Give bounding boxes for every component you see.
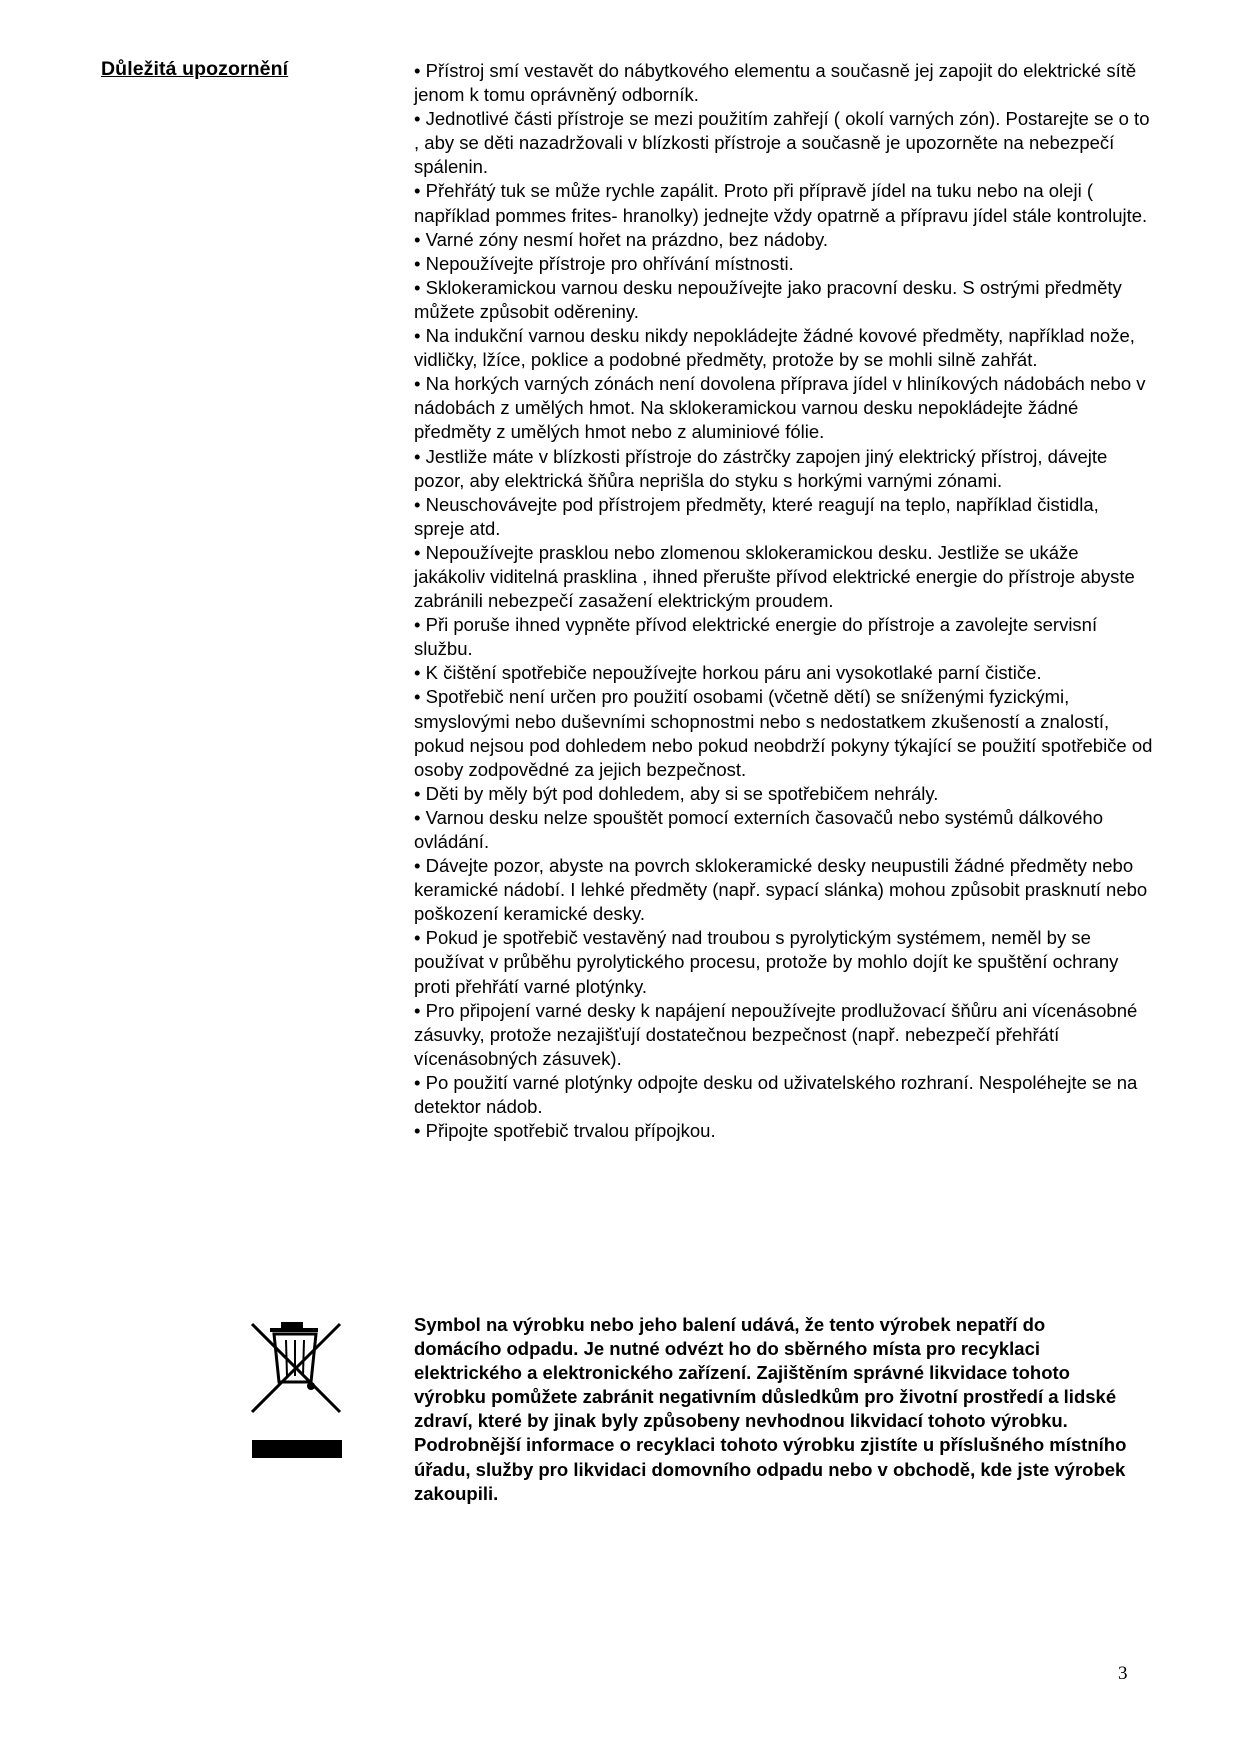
section-heading: Důležitá upozornění — [101, 58, 289, 80]
list-item: • Pro připojení varné desky k napájení nepoužívejte prodlužovací šňůru ani vícenásobné zásuvky, protože nezajišťují dostatečnou bezpečnost (např. nebezpečí přehřátí vícenásobných zásuvek). — [414, 999, 1138, 1069]
list-item: • Děti by měly být pod dohledem, aby si se spotřebičem nehrály. — [414, 782, 939, 804]
list-item: • Neuschovávejte pod přístrojem předměty, které reagují na teplo, například čistidla, spreje atd. — [414, 493, 1099, 539]
list-item: • Dávejte pozor, abyste na povrch sklokeramické desky neupustili žádné předměty nebo keramické nádobí. I lehké předměty (např. sypací slánka) mohou způsobit prasknutí nebo poškození keramické desky. — [414, 855, 1148, 925]
list-item: • K čištění spotřebiče nepoužívejte horkou páru ani vysokotlaké parní čističe. — [414, 662, 1042, 684]
list-item: • Jestliže máte v blízkosti přístroje do zástrčky zapojen jiný elektrický přístroj, dávejte pozor, aby elektrická šňůra neprišla do styku s horkými varnými zónami. — [414, 445, 1108, 491]
crossed-out-wheeled-bin-icon — [250, 1322, 344, 1462]
list-item: • Na horkých varných zónách není dovolena příprava jídel v hliníkových nádobách nebo v nádobách z umělých hmot. Na sklokeramickou varnou desku nepokládejte žádné předměty z umělých hmot nebo z aluminiové fólie. — [414, 373, 1146, 443]
list-item: • Pokud je spotřebič vestavěný nad troubou s pyrolytickým systémem, neměl by se používat v průběhu pyrolytického procesu, protože by mohlo dojít ke spuštění ochrany proti přehřátí varné plotýnky. — [414, 927, 1119, 997]
list-item: • Při poruše ihned vypněte přívod elektrické energie do přístroje a zavolejte servisní službu. — [414, 614, 1098, 660]
list-item: • Nepoužívejte prasklou nebo zlomenou sklokeramickou desku. Jestliže se ukáže jakákoliv viditelná prasklina , ihned přerušte přívod elektrické energie do přístroje abyste zabránili nebezpečí zasažení elektrickým proudem. — [414, 541, 1135, 612]
list-item: • Jednotlivé části přístroje se mezi použitím zahřejí ( okolí varných zón). Postarejte se o to , aby se děti nazadržovali v blízkosti přístroje a současně je upozorněte na nebezpečí spálenin. — [414, 108, 1150, 178]
list-item: • Na indukční varnou desku nikdy nepokládejte žádné kovové předměty, například nože, vidličky, lžíce, poklice a podobné předměty, protože by se mohli silně zahřát. — [414, 325, 1135, 371]
list-item: • Sklokeramickou varnou desku nepoužívejte jako pracovní desku. S ostrými předměty můžete způsobit oděreniny. — [414, 276, 1122, 322]
list-item: • Varnou desku nelze spouštět pomocí externích časovačů nebo systémů dálkového ovládání. — [414, 806, 1103, 852]
recycling-notice: Symbol na výrobku nebo jeho balení udává, že tento výrobek nepatří do domácího odpadu. Je nutné odvézt ho do sběrného místa pro recyklaci elektrického a elektronického zařízení. Zajištěním správné likvidace tohoto výrobku pomůžete zabránit negativním důsledkům pro životní prostředí a lidské zdraví, které by jinak byly způsobeny nevhodnou likvidací tohoto výrobku. Podrobnější informace o recyklaci tohoto výrobku zjistíte u příslušného místního úřadu, služby pro likvidaci domovního odpadu nebo v obchodě, kde jste výrobek zakoupili. — [414, 1314, 1127, 1504]
list-item: • Přehřátý tuk se může rychle zapálit. Proto při přípravě jídel na tuku nebo na oleji ( například pommes frites- hranolky) jednejte vždy opatrně a přípravu jídel stále kontrolujte. — [414, 180, 1148, 226]
list-item: • Přístroj smí vestavět do nábytkového elementu a současně jej zapojit do elektrické sítě jenom k tomu oprávněný odborník. — [414, 60, 1137, 106]
list-item: • Po použití varné plotýnky odpojte desku od uživatelského rozhraní. Nespoléhejte se na detektor nádob. — [414, 1071, 1138, 1118]
warnings-list — [414, 59, 1154, 1143]
list-item: • Varné zóny nesmí hořet na prázdno, bez nádoby. — [414, 228, 829, 250]
list-item: • Spotřebič není určen pro použití osobami (včetně dětí) se sníženými fyzickými, smyslovými nebo duševními schopnostmi nebo s nedostatkem zkušeností a znalostí, pokud nejsou pod dohledem nebo pokud neobdrží pokyny týkající se použití spotřebiče od osoby zodpovědné za jejich bezpečnost. — [414, 686, 1153, 780]
page-number: 3 — [1118, 1663, 1128, 1684]
list-item: • Nepoužívejte přístroje pro ohřívání místnosti. — [414, 252, 794, 274]
list-item: • Připojte spotřebič trvalou přípojkou. — [414, 1120, 716, 1142]
